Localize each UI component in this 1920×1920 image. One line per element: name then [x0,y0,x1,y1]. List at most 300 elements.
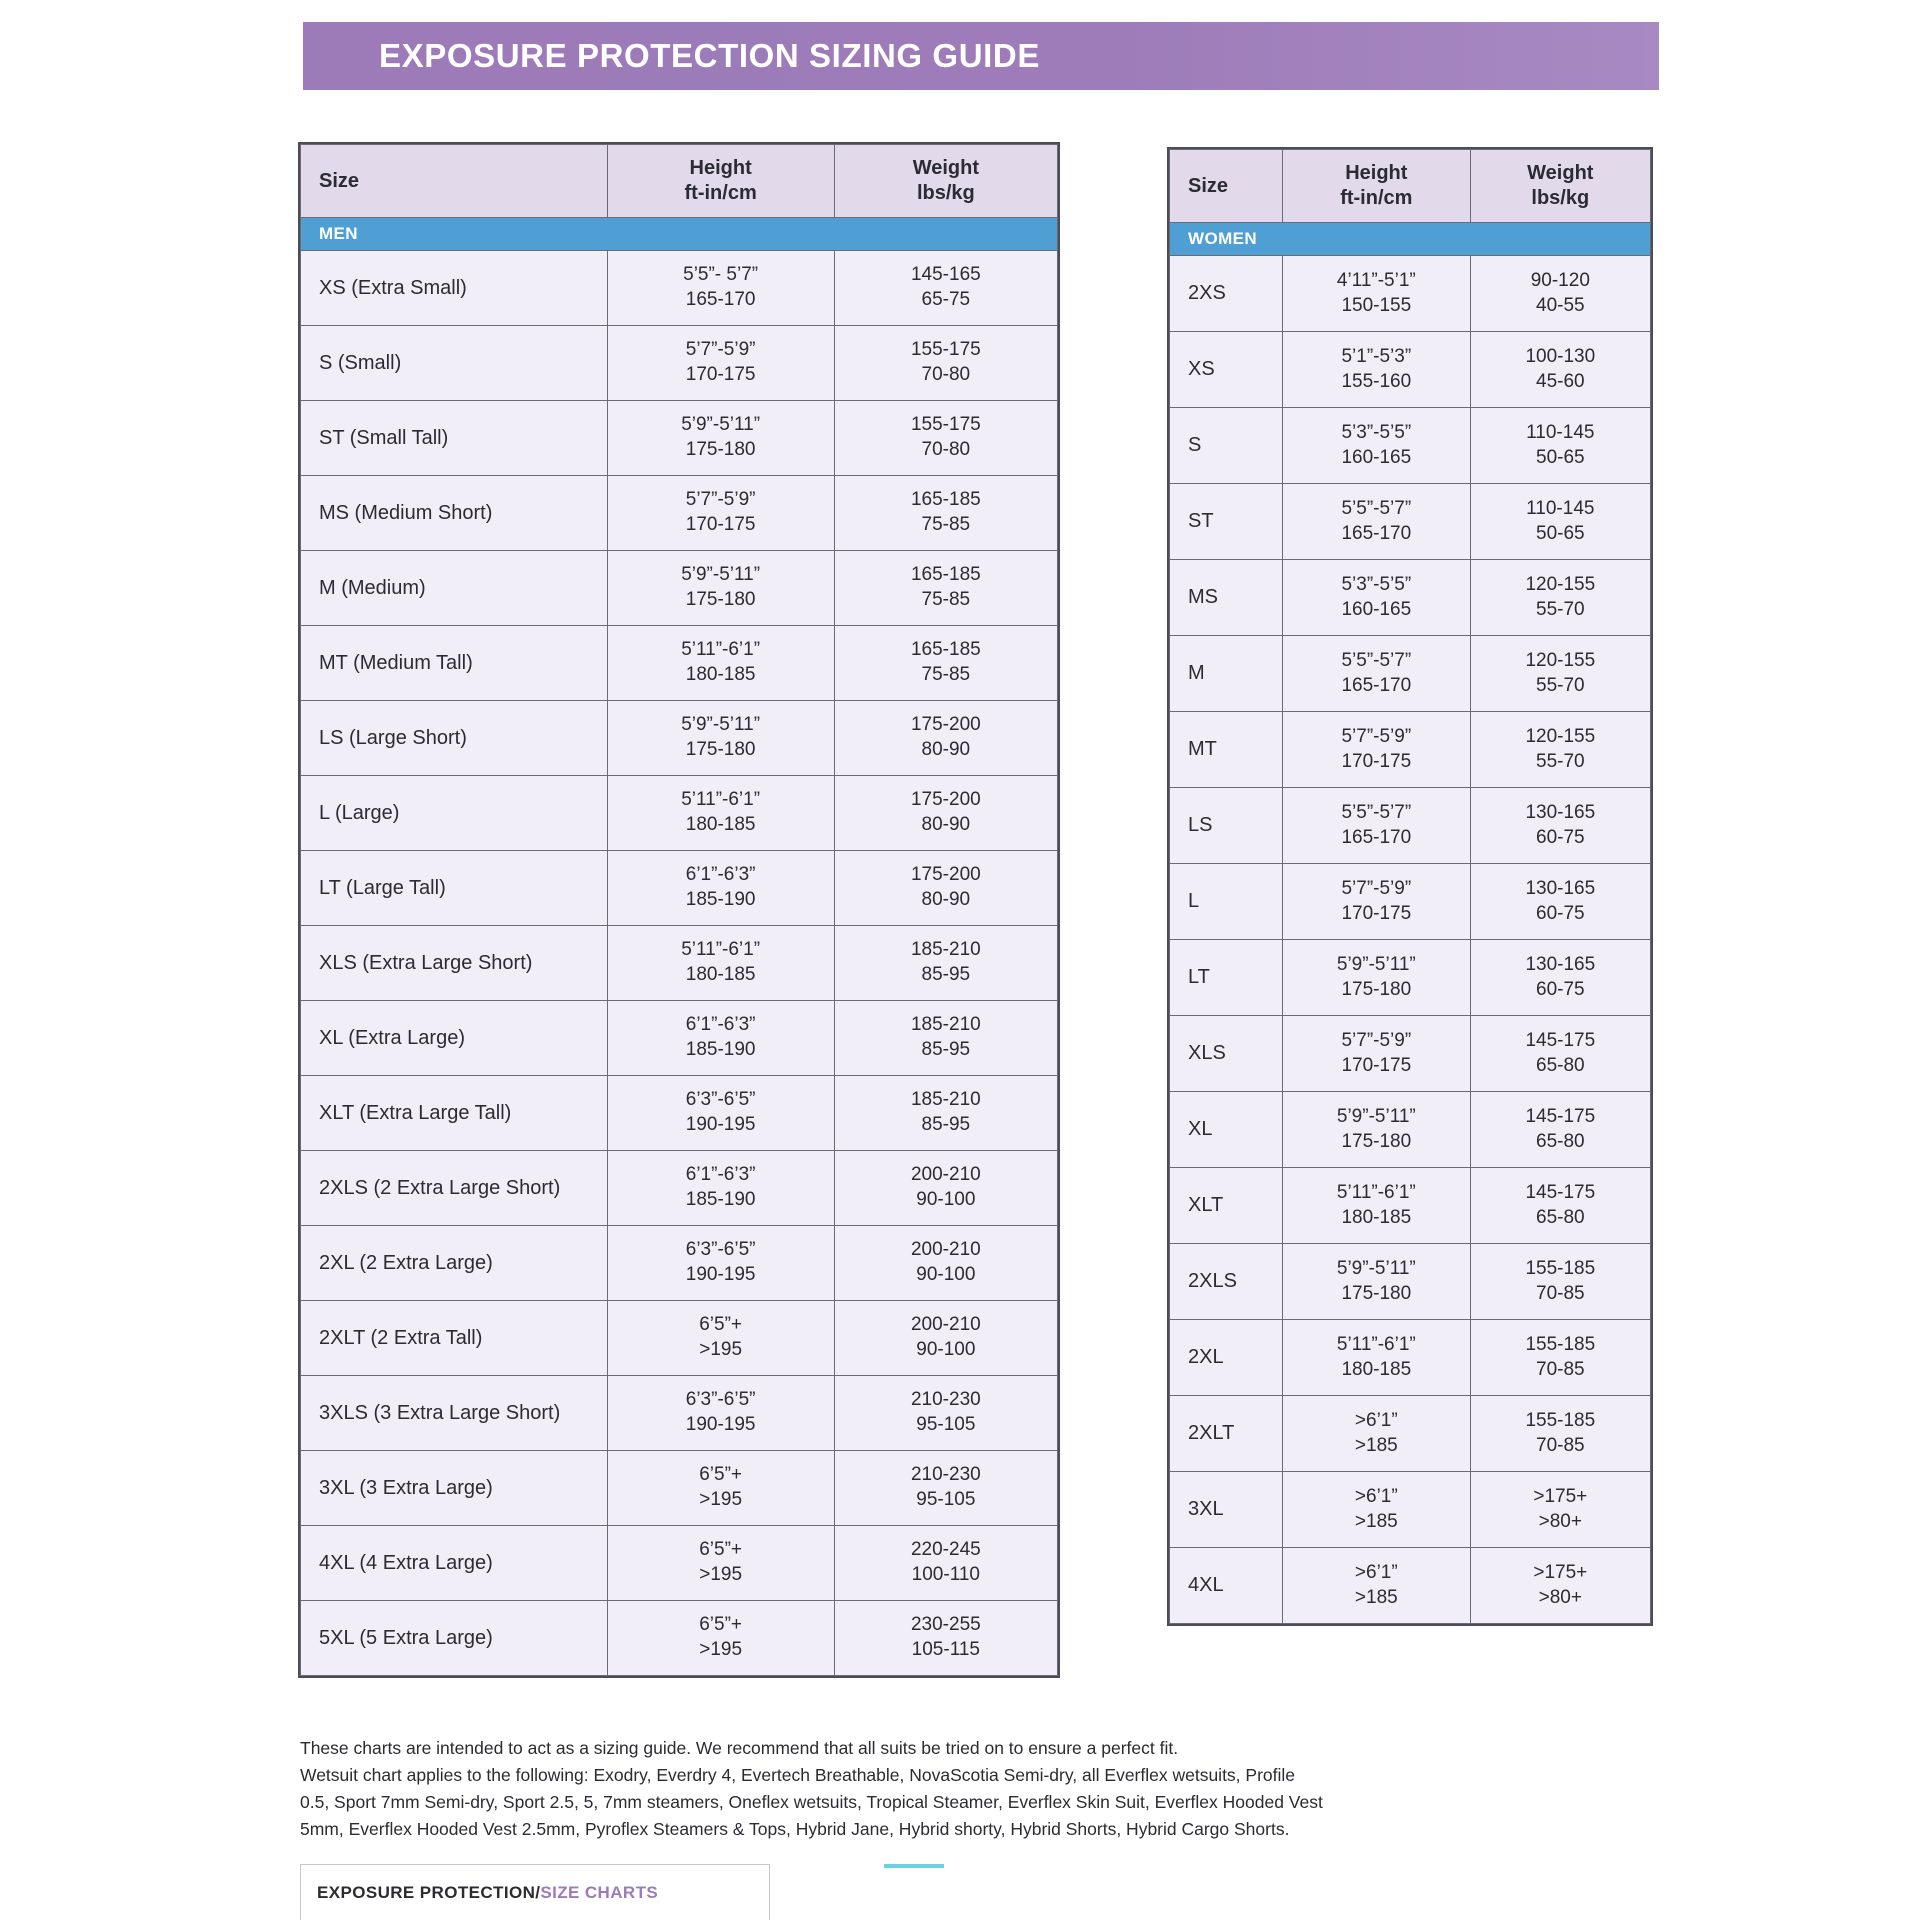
height-ft: 5’9”-5’11” [681,414,761,436]
header-weight-line1: Weight [1527,162,1594,184]
table-row [301,776,1058,851]
cell-size: XLS [1170,1016,1283,1092]
weight-lbs: 120-155 [1525,725,1596,747]
cell-height [1283,1396,1471,1472]
cell-weight [834,776,1057,851]
weight-lbs: 130-165 [1525,877,1596,899]
table-row [301,1451,1058,1526]
header-height-line1: Height [689,157,752,179]
cell-size: 3XL (3 Extra Large) [301,1451,608,1526]
weight-kg: 60-75 [1536,826,1585,848]
header-size: Size [1170,150,1283,223]
cell-size: 2XLS [1170,1244,1283,1320]
footnote-line-1: These charts are intended to act as a sizing guide. We recommend that all suits be tried on to ensure a perfect fit. [300,1738,1179,1758]
cell-height [1283,408,1471,484]
height-cm: 175-180 [685,439,756,460]
height-cm: 170-175 [1341,750,1412,772]
cell-height [1283,788,1471,864]
table-row [301,1601,1058,1676]
cell-weight [1470,788,1650,864]
height-cm: 170-175 [685,514,756,535]
height-ft: >6’1” [1354,1485,1398,1507]
table-row [1170,1548,1651,1624]
cell-height [607,1001,834,1076]
weight-lbs: 210-230 [910,1464,981,1486]
table-row [301,1151,1058,1226]
cell-height [607,701,834,776]
weight-lbs: 130-165 [1525,801,1596,823]
cell-weight [1470,636,1650,712]
height-cm: >195 [699,1339,743,1360]
weight-lbs: 200-210 [910,1314,981,1336]
table-row [1170,1168,1651,1244]
weight-kg: 55-70 [1536,598,1585,620]
cell-height [607,1526,834,1601]
cell-height [1283,332,1471,408]
weight-lbs: >175+ [1533,1561,1588,1583]
height-cm: 175-180 [685,739,756,760]
cell-size: LS [1170,788,1283,864]
cell-weight [834,626,1057,701]
table-row [301,1301,1058,1376]
table-row [301,551,1058,626]
weight-lbs: 145-175 [1525,1105,1596,1127]
cell-weight [834,326,1057,401]
cell-weight [834,1301,1057,1376]
cell-height [607,476,834,551]
cell-size: MT (Medium Tall) [301,626,608,701]
height-ft: >6’1” [1354,1409,1398,1431]
cell-height [1283,560,1471,636]
cell-size: XL (Extra Large) [301,1001,608,1076]
height-ft: 5’7”-5’9” [1341,877,1412,899]
height-ft: 5’5”-5’7” [1341,649,1412,671]
weight-kg: 75-85 [921,589,971,610]
weight-kg: 70-85 [1536,1434,1585,1456]
cell-weight [1470,256,1650,332]
height-cm: 185-190 [685,1039,756,1060]
mens-sizing-table [298,142,1060,1678]
cell-size: ST (Small Tall) [301,401,608,476]
cell-size: M [1170,636,1283,712]
height-ft: 6’5”+ [699,1539,743,1561]
height-cm: 175-180 [1341,978,1412,1000]
header-height-line2: ft-in/cm [684,182,757,204]
header-height [1283,150,1471,223]
weight-lbs: 185-210 [910,1089,981,1111]
table-row [1170,1092,1651,1168]
table-row [1170,484,1651,560]
cell-weight [834,1001,1057,1076]
cell-weight [834,551,1057,626]
table-row [301,401,1058,476]
cell-weight [1470,1092,1650,1168]
height-ft: 6’5”+ [699,1614,743,1636]
table-header-row [301,145,1058,218]
header-height [607,145,834,218]
weight-lbs: 155-185 [1525,1409,1596,1431]
cell-size: LT [1170,940,1283,1016]
table-row [1170,408,1651,484]
height-cm: 180-185 [685,964,756,985]
weight-kg: 60-75 [1536,902,1585,924]
weight-kg: 70-80 [921,439,971,460]
height-cm: 185-190 [685,1189,756,1210]
weight-lbs: 230-255 [910,1614,981,1636]
weight-kg: 70-80 [921,364,971,385]
cell-weight [834,701,1057,776]
height-cm: 160-165 [1341,446,1412,468]
table-row [301,476,1058,551]
weight-kg: >80+ [1538,1510,1582,1532]
cell-size: MS (Medium Short) [301,476,608,551]
header-weight-line2: lbs/kg [916,182,975,204]
cell-size: MS [1170,560,1283,636]
cell-weight [1470,1548,1650,1624]
page-title-banner [303,22,1659,90]
height-cm: 175-180 [1341,1130,1412,1152]
weight-lbs: 220-245 [910,1539,981,1561]
cell-size: 4XL (4 Extra Large) [301,1526,608,1601]
height-cm: 155-160 [1341,370,1412,392]
cell-height [1283,1548,1471,1624]
height-ft: 5’3”-5’5” [1341,421,1412,443]
cell-weight [834,1376,1057,1451]
cell-weight [834,1451,1057,1526]
height-ft: 6’1”-6’3” [685,1014,756,1036]
weight-kg: 55-70 [1536,674,1585,696]
group-row-men [301,218,1058,251]
weight-lbs: 200-210 [910,1164,981,1186]
table-row [1170,332,1651,408]
height-cm: 170-175 [685,364,756,385]
height-cm: >185 [1354,1586,1398,1608]
cell-size: XLS (Extra Large Short) [301,926,608,1001]
cell-height [607,1076,834,1151]
height-cm: 160-165 [1341,598,1412,620]
cell-weight [834,476,1057,551]
weight-lbs: 185-210 [910,939,981,961]
page-title: EXPOSURE PROTECTION SIZING GUIDE [379,37,1040,74]
cell-size: 2XLT [1170,1396,1283,1472]
height-cm: 165-170 [685,289,756,310]
cell-weight [1470,712,1650,788]
cell-size: XS [1170,332,1283,408]
cell-size: M (Medium) [301,551,608,626]
cell-height [1283,940,1471,1016]
womens-sizing-table [1167,147,1653,1626]
height-ft: 4’11”-5’1” [1336,269,1416,291]
height-ft: 5’5”- 5’7” [683,264,759,286]
weight-lbs: 155-175 [910,339,981,361]
height-ft: 5’11”-6’1” [1336,1333,1416,1355]
cell-height [1283,1016,1471,1092]
weight-kg: 80-90 [921,814,971,835]
cell-height [1283,1320,1471,1396]
cell-weight [1470,1472,1650,1548]
weight-kg: 65-80 [1536,1130,1585,1152]
weight-lbs: 110-145 [1526,421,1595,443]
cell-height [1283,1472,1471,1548]
height-ft: 6’3”-6’5” [685,1239,756,1261]
cell-weight [834,1601,1057,1676]
cell-size: 2XL [1170,1320,1283,1396]
table-row [1170,1016,1651,1092]
weight-kg: 95-105 [916,1489,976,1510]
cell-height [607,551,834,626]
bottom-tab-primary-label: EXPOSURE PROTECTION/ [317,1882,541,1902]
cell-weight [834,1226,1057,1301]
height-ft: 5’9”-5’11” [1336,1257,1416,1279]
cell-size: LS (Large Short) [301,701,608,776]
table-row [1170,940,1651,1016]
cell-height [607,626,834,701]
cell-size: 3XLS (3 Extra Large Short) [301,1376,608,1451]
height-cm: 165-170 [1341,522,1412,544]
height-cm: 170-175 [1341,902,1412,924]
cell-height [1283,636,1471,712]
height-ft: 5’1”-5’3” [1341,345,1412,367]
weight-lbs: 185-210 [910,1014,981,1036]
weight-kg: 85-95 [921,1114,971,1135]
womens-table [1169,149,1651,1624]
group-label-women: WOMEN [1170,223,1651,256]
womens-table-body [1170,223,1651,1624]
height-ft: 6’5”+ [699,1314,743,1336]
cell-weight [834,1151,1057,1226]
height-ft: 6’3”-6’5” [685,1389,756,1411]
table-header-row [1170,150,1651,223]
weight-kg: 60-75 [1536,978,1585,1000]
cell-weight [834,401,1057,476]
cell-weight [1470,484,1650,560]
weight-kg: 65-75 [921,289,971,310]
weight-lbs: 165-185 [910,639,981,661]
weight-kg: 70-85 [1536,1358,1585,1380]
weight-kg: 105-115 [911,1639,980,1660]
height-ft: 5’7”-5’9” [685,339,756,361]
height-ft: 5’11”-6’1” [681,789,761,811]
weight-lbs: 175-200 [910,789,981,811]
cell-weight [1470,864,1650,940]
cell-size: 4XL [1170,1548,1283,1624]
cell-size: 2XLT (2 Extra Tall) [301,1301,608,1376]
footnotes [300,1736,1640,1843]
table-row [1170,864,1651,940]
table-row [1170,1396,1651,1472]
weight-lbs: 155-175 [910,414,981,436]
cell-size: XS (Extra Small) [301,251,608,326]
footnote-line-2: Wetsuit chart applies to the following: Exodry, Everdry 4, Evertech Breathable, NovaScotia Semi-dry, all Everflex wetsuits, Profile [300,1764,1296,1785]
height-ft: 5’11”-6’1” [681,939,761,961]
cell-size: XL [1170,1092,1283,1168]
table-row [301,1226,1058,1301]
bottom-section-tab[interactable] [300,1864,770,1920]
mens-table [300,144,1058,1676]
cell-height [607,1376,834,1451]
table-row [1170,560,1651,636]
height-ft: 5’5”-5’7” [1341,801,1412,823]
cell-weight [1470,1016,1650,1092]
table-row [301,626,1058,701]
cell-size: S (Small) [301,326,608,401]
weight-kg: 95-105 [916,1414,976,1435]
weight-kg: 90-100 [916,1189,976,1210]
height-cm: 165-170 [1341,826,1412,848]
height-ft: >6’1” [1354,1561,1398,1583]
cell-height [607,251,834,326]
header-weight-line1: Weight [912,157,979,179]
weight-lbs: 100-130 [1525,345,1596,367]
height-cm: 180-185 [685,814,756,835]
cell-height [1283,1092,1471,1168]
height-cm: >185 [1354,1434,1398,1456]
cell-weight [1470,1168,1650,1244]
weight-kg: 75-85 [921,514,971,535]
cell-height [607,1301,834,1376]
weight-lbs: 145-175 [1525,1029,1596,1051]
cell-height [1283,1244,1471,1320]
weight-kg: 90-100 [916,1339,976,1360]
cell-size: L (Large) [301,776,608,851]
weight-kg: 80-90 [921,739,971,760]
cell-height [607,1601,834,1676]
cell-size: 5XL (5 Extra Large) [301,1601,608,1676]
weight-kg: 90-100 [916,1264,976,1285]
cell-height [1283,712,1471,788]
weight-lbs: 155-185 [1525,1333,1596,1355]
cell-height [607,326,834,401]
weight-kg: 85-95 [921,1039,971,1060]
height-ft: 5’7”-5’9” [685,489,756,511]
height-cm: >195 [699,1564,743,1585]
weight-lbs: 165-185 [910,489,981,511]
height-cm: >195 [699,1489,743,1510]
cell-weight [834,851,1057,926]
weight-lbs: 145-175 [1525,1181,1596,1203]
cell-height [1283,864,1471,940]
height-cm: 180-185 [1341,1206,1412,1228]
weight-lbs: 155-185 [1525,1257,1596,1279]
weight-kg: 80-90 [921,889,971,910]
cell-size: XLT (Extra Large Tall) [301,1076,608,1151]
cell-height [607,1226,834,1301]
table-row [301,1076,1058,1151]
weight-kg: >80+ [1538,1586,1582,1608]
footnote-line-4: 5mm, Everflex Hooded Vest 2.5mm, Pyroflex Steamers & Tops, Hybrid Jane, Hybrid shorty, Hybrid Shorts, Hybrid Cargo Shorts. [300,1818,1290,1839]
height-cm: 190-195 [685,1264,756,1285]
weight-kg: 50-65 [1536,446,1585,468]
cell-weight [834,1076,1057,1151]
header-height-line2: ft-in/cm [1340,187,1413,209]
group-label-men: MEN [301,218,1058,251]
cell-weight [834,926,1057,1001]
table-row [301,926,1058,1001]
table-row [301,1526,1058,1601]
header-height-line1: Height [1345,162,1408,184]
weight-lbs: 210-230 [910,1389,981,1411]
weight-kg: 85-95 [921,964,971,985]
height-ft: 6’1”-6’3” [685,1164,756,1186]
cell-size: L [1170,864,1283,940]
header-weight-line2: lbs/kg [1531,187,1590,209]
cell-height [1283,1168,1471,1244]
table-row [1170,1320,1651,1396]
table-row [301,1376,1058,1451]
cell-size: 2XS [1170,256,1283,332]
height-ft: 6’5”+ [699,1464,743,1486]
height-ft: 5’9”-5’11” [681,564,761,586]
weight-lbs: 200-210 [910,1239,981,1261]
cell-weight [834,251,1057,326]
cell-weight [1470,1244,1650,1320]
height-ft: 6’1”-6’3” [685,864,756,886]
weight-kg: 45-60 [1536,370,1585,392]
table-row [1170,256,1651,332]
cell-height [607,1151,834,1226]
height-cm: 170-175 [1341,1054,1412,1076]
weight-lbs: 175-200 [910,864,981,886]
cell-height [1283,256,1471,332]
cell-size: XLT [1170,1168,1283,1244]
cell-height [607,776,834,851]
table-row [301,851,1058,926]
height-ft: 5’9”-5’11” [1336,1105,1416,1127]
mens-table-body [301,218,1058,1676]
cell-size: S [1170,408,1283,484]
cell-size: 2XLS (2 Extra Large Short) [301,1151,608,1226]
cell-height [1283,484,1471,560]
height-ft: 5’9”-5’11” [681,714,761,736]
height-cm: 175-180 [1341,1282,1412,1304]
height-cm: 175-180 [685,589,756,610]
weight-lbs: 110-145 [1526,497,1595,519]
height-ft: 5’7”-5’9” [1341,725,1412,747]
weight-kg: 100-110 [911,1564,980,1585]
cell-weight [1470,940,1650,1016]
weight-kg: 65-80 [1536,1054,1585,1076]
height-cm: >195 [699,1639,743,1660]
weight-lbs: >175+ [1533,1485,1588,1507]
table-row [1170,1244,1651,1320]
height-cm: 150-155 [1341,294,1412,316]
weight-lbs: 120-155 [1525,573,1596,595]
group-row-women [1170,223,1651,256]
cell-weight [1470,408,1650,484]
weight-lbs: 175-200 [910,714,981,736]
weight-lbs: 130-165 [1525,953,1596,975]
weight-lbs: 165-185 [910,564,981,586]
table-row [1170,788,1651,864]
table-row [301,251,1058,326]
height-ft: 6’3”-6’5” [685,1089,756,1111]
height-cm: 180-185 [685,664,756,685]
cell-height [607,401,834,476]
weight-lbs: 120-155 [1525,649,1596,671]
table-row [1170,636,1651,712]
header-weight [834,145,1057,218]
cell-size: ST [1170,484,1283,560]
cell-size: MT [1170,712,1283,788]
weight-kg: 55-70 [1536,750,1585,772]
cell-weight [834,1526,1057,1601]
cell-size: 2XL (2 Extra Large) [301,1226,608,1301]
table-row [301,701,1058,776]
table-row [301,326,1058,401]
weight-kg: 50-65 [1536,522,1585,544]
cell-weight [1470,1396,1650,1472]
cell-size: LT (Large Tall) [301,851,608,926]
